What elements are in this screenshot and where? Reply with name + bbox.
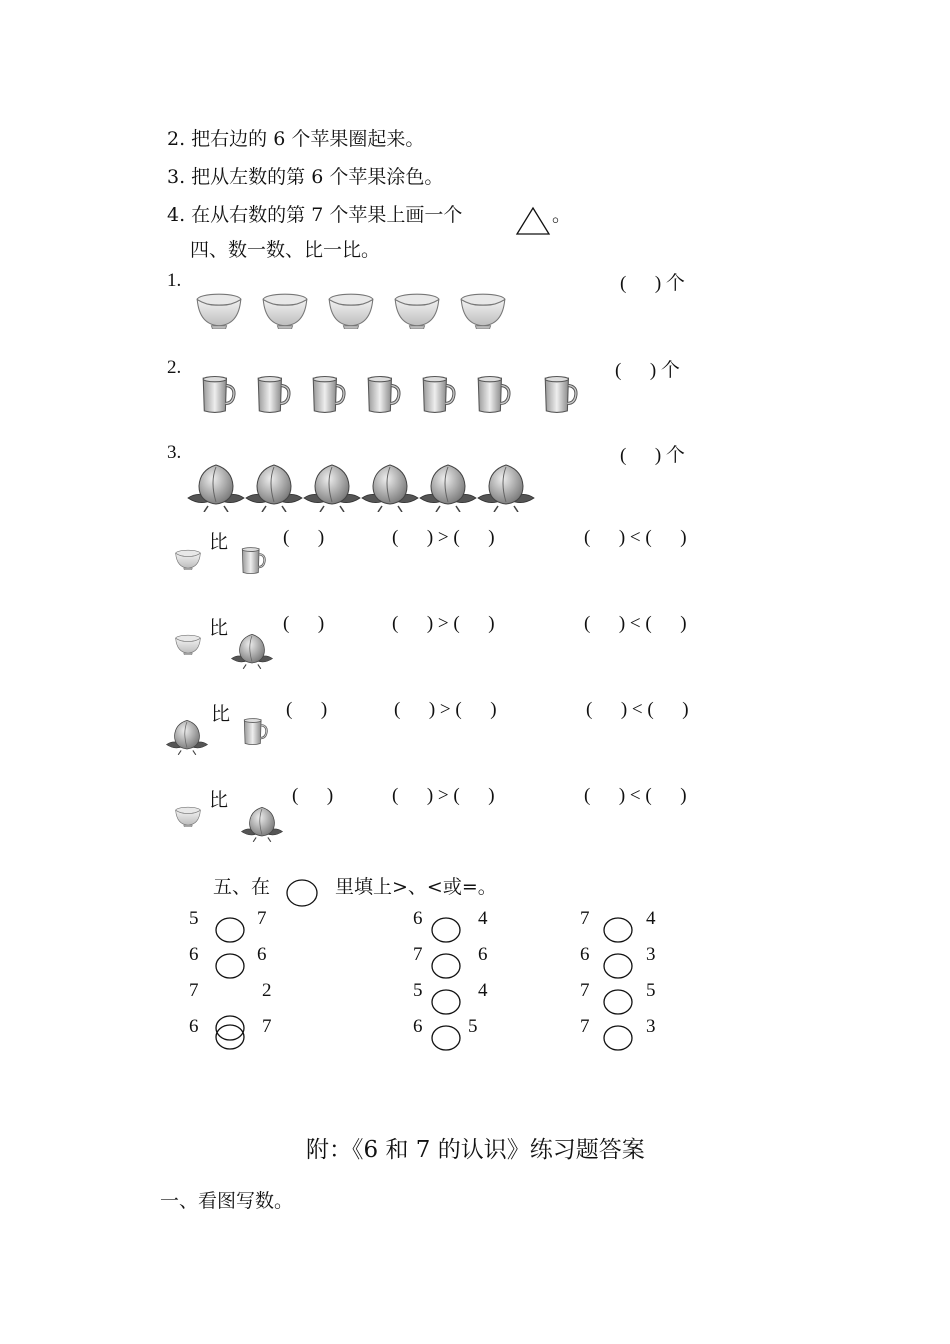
section-5-heading: 五、在 [213,876,271,898]
fill-left-number: 6 [580,944,590,965]
bowl-icon [261,292,309,329]
cup-icon [310,376,346,414]
compare-blank-1: ( ) [283,613,325,634]
fill-right-number: 4 [478,980,488,1001]
fill-left-number: 7 [189,980,199,1001]
compare-word: 比 [211,703,231,725]
appendix-title: 附：《6 和 7 的认识》练习题答案 [306,1137,645,1163]
section-5-instruction: 里填上>、<或=。 [335,876,497,898]
fill-right-number: 7 [257,908,267,929]
fill-left-number: 7 [580,980,590,1001]
answer-circle[interactable] [602,1024,634,1052]
compare-less-blank: ( ) < ( ) [584,613,687,634]
count-row-1-blank: ( ) 个 [620,273,685,294]
peach-icon [302,462,362,512]
bowl-icon [195,292,243,329]
fill-right-number: 4 [478,908,488,929]
answer-circle[interactable] [430,952,462,980]
fill-right-number: 4 [646,908,656,929]
fill-left-number: 5 [189,908,199,929]
answer-circle[interactable] [214,1014,246,1052]
fill-left-number: 6 [413,1016,423,1037]
peach-icon [230,632,274,669]
compare-word: 比 [209,617,229,639]
fill-right-number: 5 [646,980,656,1001]
triangle-icon [515,206,551,236]
fill-left-number: 7 [413,944,423,965]
peach-icon [244,462,304,512]
answer-circle[interactable] [602,988,634,1016]
compare-blank-1: ( ) [286,699,328,720]
compare-less-blank: ( ) < ( ) [586,699,689,720]
fill-left-number: 7 [580,908,590,929]
count-row-3-blank: ( ) 个 [620,445,685,466]
compare-greater-blank: ( ) > ( ) [394,699,497,720]
bowl-icon [393,292,441,329]
instruction-line-2: 2. 把右边的 6 个苹果圈起来。 [167,128,425,150]
peach-icon [418,462,478,512]
fill-right-number: 7 [262,1016,272,1037]
fill-left-number: 7 [580,1016,590,1037]
count-row-3-number: 3. [167,442,182,463]
cup-icon [242,718,268,746]
fill-right-number: 2 [262,980,272,1001]
peach-icon [360,462,420,512]
answer-circle[interactable] [430,1024,462,1052]
cup-icon [240,547,266,575]
bowl-icon [327,292,375,329]
fill-left-number: 6 [413,908,423,929]
peach-icon [165,718,209,755]
compare-less-blank: ( ) < ( ) [584,785,687,806]
fill-right-number: 5 [468,1016,478,1037]
circle-icon [285,878,319,908]
count-row-2-blank: ( ) 个 [615,360,680,381]
answer-circle[interactable] [602,916,634,944]
bowl-icon [174,549,202,570]
count-row-1-number: 1. [167,270,182,291]
peach-icon [476,462,536,512]
compare-greater-blank: ( ) > ( ) [392,613,495,634]
fill-left-number: 6 [189,1016,199,1037]
compare-less-blank: ( ) < ( ) [584,527,687,548]
bowl-icon [174,634,202,655]
compare-blank-1: ( ) [292,785,334,806]
fill-left-number: 6 [189,944,199,965]
cup-icon [200,376,236,414]
compare-word: 比 [209,531,229,553]
cup-icon [475,376,511,414]
compare-word: 比 [209,789,229,811]
instruction-line-3: 3. 把从左数的第 6 个苹果涂色。 [167,166,444,188]
cup-icon [255,376,291,414]
fill-right-number: 6 [257,944,267,965]
answer-circle[interactable] [214,952,246,980]
fill-right-number: 6 [478,944,488,965]
answer-circle[interactable] [430,916,462,944]
section-4-heading: 四、数一数、比一比。 [190,239,381,261]
fill-left-number: 5 [413,980,423,1001]
instruction-line-4-end: 。 [552,204,572,226]
bowl-icon [174,806,202,827]
compare-greater-blank: ( ) > ( ) [392,785,495,806]
fill-right-number: 3 [646,1016,656,1037]
peach-icon [240,805,284,842]
cup-icon [542,376,578,414]
answer-circle[interactable] [602,952,634,980]
instruction-line-4: 4. 在从右数的第 7 个苹果上画一个 [167,204,463,226]
bowl-icon [459,292,507,329]
answer-circle[interactable] [430,988,462,1016]
fill-right-number: 3 [646,944,656,965]
count-row-2-number: 2. [167,357,182,378]
appendix-section-1: 一、看图写数。 [160,1190,294,1212]
cup-icon [365,376,401,414]
cup-icon [420,376,456,414]
peach-icon [186,462,246,512]
compare-blank-1: ( ) [283,527,325,548]
compare-greater-blank: ( ) > ( ) [392,527,495,548]
answer-circle[interactable] [214,916,246,944]
